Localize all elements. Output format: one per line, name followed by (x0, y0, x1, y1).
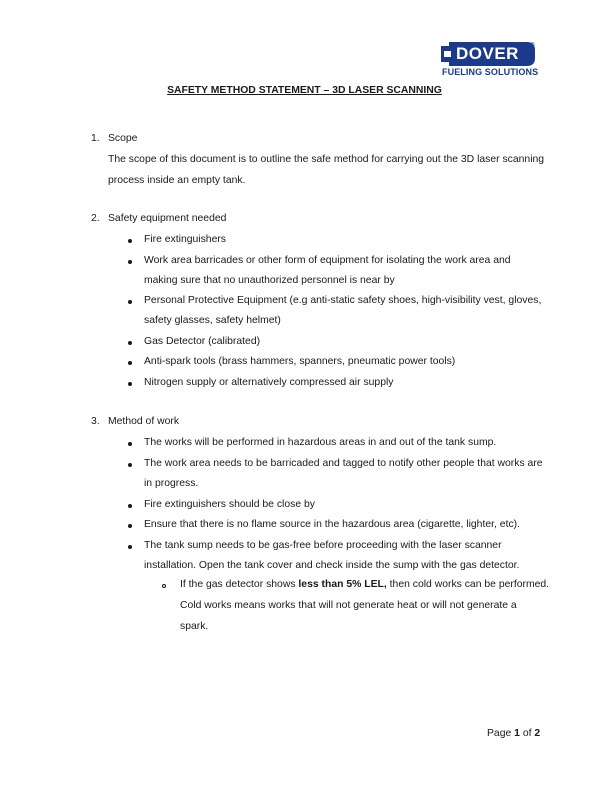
bullet-icon (128, 341, 132, 345)
bullet-icon (128, 545, 132, 549)
bullet-icon (128, 382, 132, 386)
bullet-icon (128, 361, 132, 365)
sub-item-bold: less than 5% LEL, (298, 579, 387, 590)
bullet-icon (128, 463, 132, 467)
logo-subtitle: FUELING SOLUTIONS (442, 67, 539, 77)
sub-item-line-1 (180, 578, 549, 592)
method-item-4: Ensure that there is no flame source in the hazardous area (cigarette, lighter, etc). (144, 519, 520, 530)
section-1-number: 1. (91, 133, 100, 144)
sub-item-prefix: If the gas detector shows (180, 579, 299, 590)
section-1-text-line-2: process inside an empty tank. (108, 175, 246, 186)
logo-registered-mark: ® (531, 42, 535, 48)
section-3-heading: Method of work (108, 416, 180, 427)
method-item-5-line-2: installation. Open the tank cover and check inside the sump with the gas detector. (144, 560, 520, 571)
total-pages: 2 (534, 728, 541, 739)
dover-logo (441, 42, 537, 82)
of-word: of (519, 728, 535, 739)
section-1-heading: Scope (108, 133, 138, 144)
section-3-number: 3. (91, 416, 100, 427)
equipment-item-2-line-1: Work area barricades or other form of equipment for isolating the work area and (144, 255, 511, 266)
method-item-2-line-1: The work area needs to be barricaded and tagged to notify other people that works are (144, 458, 543, 469)
sub-item-suffix: then cold works can be performed. (386, 579, 550, 590)
method-item-5-line-1: The tank sump needs to be gas-free before proceeding with the laser scanner (144, 540, 502, 551)
document-title: SAFETY METHOD STATEMENT – 3D LASER SCANNING (167, 85, 442, 96)
current-page: 1 (514, 728, 520, 739)
page-word: Page (487, 728, 515, 739)
sub-bullet-icon (162, 584, 166, 588)
equipment-item-6: Nitrogen supply or alternatively compressed air supply (144, 377, 394, 388)
section-2-heading: Safety equipment needed (108, 213, 227, 224)
section-2-number: 2. (91, 213, 100, 224)
bullet-icon (128, 239, 132, 243)
equipment-item-2-line-2: making sure that no unauthorized personnel is near by (144, 275, 395, 286)
method-item-3: Fire extinguishers should be close by (144, 499, 315, 510)
page-number-footer (487, 728, 540, 739)
equipment-item-4: Gas Detector (calibrated) (144, 336, 261, 347)
bullet-icon (128, 524, 132, 528)
bullet-icon (128, 300, 132, 304)
equipment-item-5: Anti-spark tools (brass hammers, spanners, pneumatic power tools) (144, 356, 456, 367)
sub-item-line-2: Cold works means works that will not generate heat or will not generate a (180, 600, 517, 611)
bullet-icon (128, 442, 132, 446)
bullet-icon (128, 504, 132, 508)
equipment-item-3-line-2: safety glasses, safety helmet) (144, 315, 281, 326)
bullet-icon (128, 260, 132, 264)
sub-item-line-3: spark. (180, 621, 209, 632)
logo-brand-text: DOVER (456, 44, 519, 63)
method-item-2-line-2: in progress. (144, 478, 199, 489)
method-item-1: The works will be performed in hazardous areas in and out of the tank sump. (144, 437, 497, 448)
equipment-item-1: Fire extinguishers (144, 234, 227, 245)
equipment-item-3-line-1: Personal Protective Equipment (e.g anti-static safety shoes, high-visibility vest, gloves, (144, 295, 542, 306)
section-1-text-line-1: The scope of this document is to outline the safe method for carrying out the 3D laser scanning (108, 154, 545, 165)
